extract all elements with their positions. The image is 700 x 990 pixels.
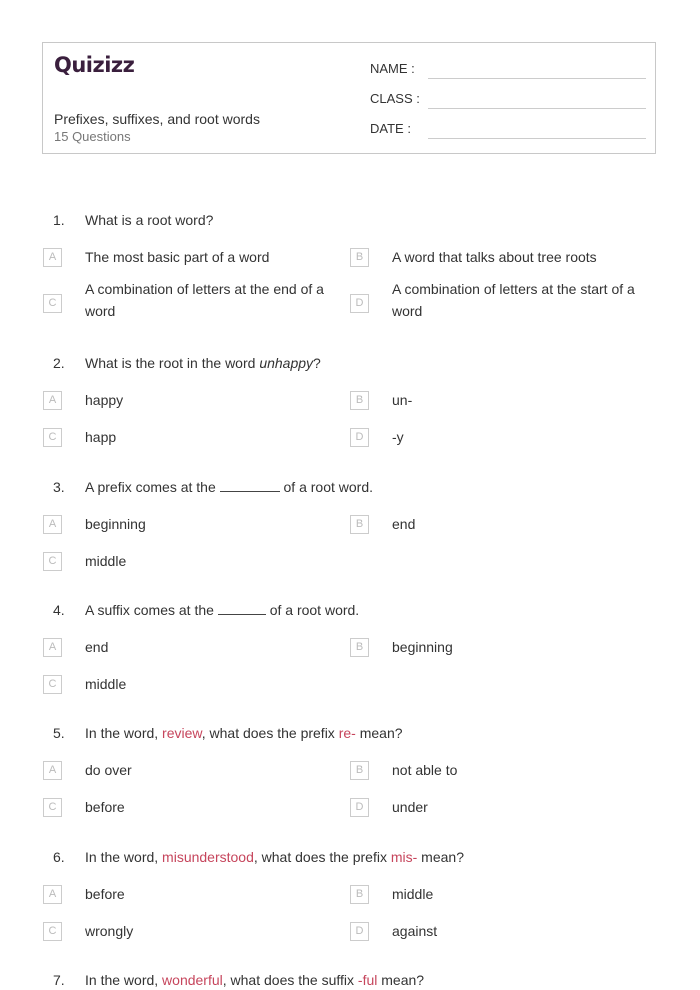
- question-text: [85, 602, 359, 618]
- option-letter-badge[interactable]: A: [43, 761, 62, 780]
- question-text-segment: , what does the prefix: [253, 849, 391, 865]
- option-letter-badge[interactable]: C: [43, 675, 62, 694]
- option-text: end: [392, 516, 416, 532]
- name-line[interactable]: [428, 78, 646, 79]
- question-text-segment: unhappy: [259, 355, 314, 371]
- option-text: -y: [392, 429, 404, 445]
- option-text: A combination of letters at the start of a word: [392, 281, 635, 319]
- question-number: 7.: [53, 972, 65, 988]
- question-text-segment: mean?: [377, 972, 425, 988]
- option-letter-badge[interactable]: B: [350, 885, 369, 904]
- question-text-segment: In the word,: [85, 849, 163, 865]
- option-text: A combination of letters at the end of a word: [85, 281, 324, 319]
- question-text-segment: A prefix comes at the: [85, 479, 220, 495]
- option-text: middle: [392, 886, 434, 902]
- option-text: wrongly: [85, 923, 134, 939]
- question-text-segment: In the word,: [85, 725, 163, 741]
- question-text: [85, 849, 464, 865]
- highlighted-word: -ful: [357, 972, 378, 988]
- name-label: NAME :: [370, 61, 415, 76]
- option-letter-badge[interactable]: A: [43, 885, 62, 904]
- option-text: end: [85, 639, 109, 655]
- question-number: 4.: [53, 602, 65, 618]
- option-letter-badge[interactable]: A: [43, 638, 62, 657]
- highlighted-word: review: [162, 725, 202, 741]
- question-text-segment: In the word,: [85, 972, 163, 988]
- option-text: A word that talks about tree roots: [392, 249, 597, 265]
- option-letter-badge[interactable]: D: [350, 294, 369, 313]
- option-text: under: [392, 799, 428, 815]
- option-letter-badge[interactable]: A: [43, 248, 62, 267]
- option-text: un-: [392, 392, 413, 408]
- highlighted-word: mis-: [390, 849, 418, 865]
- question-text-segment: mean?: [417, 849, 464, 865]
- question-text-segment: of a root word.: [265, 602, 360, 618]
- option-text: against: [392, 923, 438, 939]
- question-number: 1.: [53, 212, 65, 228]
- question-count: 15 Questions: [54, 129, 131, 144]
- question-text-segment: What is the root in the word: [85, 355, 260, 371]
- date-label: DATE :: [370, 121, 411, 136]
- class-field: [370, 89, 646, 109]
- question-text: [85, 972, 424, 988]
- name-field: [370, 59, 646, 79]
- quizizz-logo: Quizizz: [54, 53, 135, 77]
- question-text: [85, 725, 403, 741]
- question-text-segment: , what does the prefix: [201, 725, 339, 741]
- option-letter-badge[interactable]: C: [43, 922, 62, 941]
- option-letter-badge[interactable]: B: [350, 515, 369, 534]
- option-text: before: [85, 799, 125, 815]
- date-line[interactable]: [428, 138, 646, 139]
- option-letter-badge[interactable]: C: [43, 294, 62, 313]
- worksheet-title: Prefixes, suffixes, and root words: [54, 111, 260, 127]
- question-text-segment: of a root word.: [279, 479, 374, 495]
- option-text: beginning: [392, 639, 453, 655]
- option-text: beginning: [85, 516, 146, 532]
- option-letter-badge[interactable]: C: [43, 552, 62, 571]
- question-number: 5.: [53, 725, 65, 741]
- option-letter-badge[interactable]: B: [350, 638, 369, 657]
- question-number: 3.: [53, 479, 65, 495]
- option-letter-badge[interactable]: D: [350, 922, 369, 941]
- question-text: [85, 212, 213, 228]
- answer-blank: [220, 490, 280, 492]
- highlighted-word: misunderstood: [162, 849, 254, 865]
- option-letter-badge[interactable]: C: [43, 428, 62, 447]
- highlighted-word: wonderful: [162, 972, 223, 988]
- option-text: middle: [85, 676, 127, 692]
- question-text: [85, 355, 321, 371]
- question-text-segment: ?: [313, 355, 321, 371]
- question-text: [85, 479, 373, 495]
- option-letter-badge[interactable]: C: [43, 798, 62, 817]
- option-text: middle: [85, 553, 127, 569]
- question-number: 2.: [53, 355, 65, 371]
- option-text: happy: [85, 392, 124, 408]
- option-letter-badge[interactable]: D: [350, 428, 369, 447]
- question-text-segment: , what does the suffix: [222, 972, 358, 988]
- option-letter-badge[interactable]: A: [43, 515, 62, 534]
- option-text: before: [85, 886, 125, 902]
- question-text-segment: A suffix comes at the: [85, 602, 218, 618]
- option-text: not able to: [392, 762, 458, 778]
- question-number: 6.: [53, 849, 65, 865]
- option-text: The most basic part of a word: [85, 249, 270, 265]
- worksheet-header: [42, 42, 656, 154]
- option-letter-badge[interactable]: D: [350, 798, 369, 817]
- date-field: [370, 119, 646, 139]
- class-label: CLASS :: [370, 91, 420, 106]
- option-text: happ: [85, 429, 117, 445]
- question-text-segment: mean?: [355, 725, 403, 741]
- option-letter-badge[interactable]: B: [350, 391, 369, 410]
- question-text-segment: What is a root word?: [85, 212, 214, 228]
- option-letter-badge[interactable]: A: [43, 391, 62, 410]
- class-line[interactable]: [428, 108, 646, 109]
- highlighted-word: re-: [338, 725, 356, 741]
- option-letter-badge[interactable]: B: [350, 761, 369, 780]
- answer-blank: [218, 613, 266, 615]
- option-text: do over: [85, 762, 132, 778]
- option-letter-badge[interactable]: B: [350, 248, 369, 267]
